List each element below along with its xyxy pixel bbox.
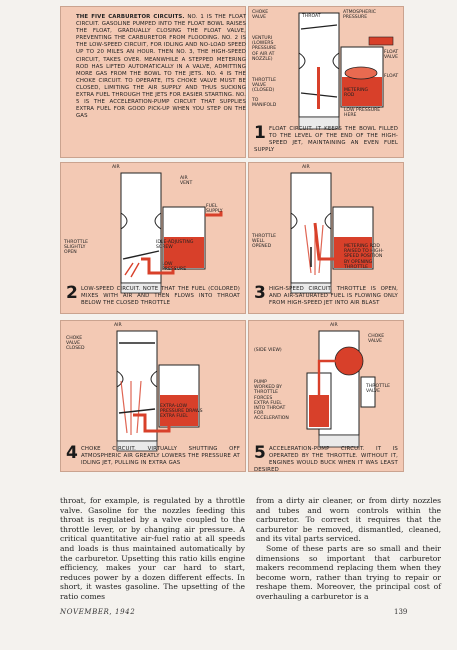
label-throttle-slightly-open: THROTTLE SLIGHTLY OPEN <box>64 240 89 256</box>
intro-body: NO. 1 IS THE FLOAT CIRCUIT. GASOLINE PUMPED INTO THE FLOAT BOWL RAISES THE FLOAT, GRADUALLY CLOSING THE FLOAT VALVE, PREVENTING THE CARBURETOR FROM FLOODING. NO. 2 IS THE LOW-SPEED CIRCUIT, FOR IDLING AND NO-LOAD SPEED UP TO 20 MILES AN HOUR. THEN NO. 3, THE HIGH-SPEED CIRCUIT, TAKES OVER. MEANWHILE A STEPPED METERING ROD HAS LIFTED AUTOMATICALLY IN A VALVE, ADMITTING MORE GAS FROM THE BOWL TO THE JETS. NO. 4 IS THE CHOKE CIRCUIT. TO OPERATE, ITS CHOKE VALVE MUST BE CLOSED, LIMITING THE AIR SUPPLY AND THUS SUCKING EXTRA FUEL THROUGH THE JETS FOR EASIER STARTING. NO. 5 IS THE ACCELERATION-PUMP CIRCUIT THAT SUPPLIES EXTRA FUEL FOR GOOD PICK-UP WHEN YOU STEP ON THE GAS <box>76 14 246 120</box>
intro-text <box>76 14 246 120</box>
issue-date: NOVEMBER, 1942 <box>60 608 136 616</box>
caption-text: LOW-SPEED CIRCUIT. NOTE THAT THE FUEL (COLORED) MIXES WITH AIR AND THEN FLOWS INTO THROAT BELOW THE CLOSED THROTTLE <box>80 286 240 306</box>
caption-number: 5 <box>254 443 266 463</box>
label-choke-valve-closed: CHOKE VALVE CLOSED <box>66 336 85 352</box>
label-air: AIR <box>330 323 338 328</box>
caption-text: ACCELERATION-PUMP CIRCUIT. IT IS OPERATED BY THE THROTTLE. WITHOUT IT, ENGINES WOULD BUCK WHEN IT WAS LEAST DESIRED <box>254 446 398 473</box>
body-column-left <box>60 496 245 602</box>
caption-number: 4 <box>66 443 78 463</box>
label-air: AIR <box>114 323 122 328</box>
caption-high-speed-circuit <box>254 283 398 307</box>
label-extra-low-pressure: EXTRA-LOW PRESSURE DRAWS EXTRA FUEL <box>160 404 203 420</box>
label-venturi: VENTURI (LOWERS PRESSURE OF AIR AT NOZZLE) <box>252 36 277 62</box>
label-metering-rod: METERING ROD <box>344 88 369 99</box>
intro-title: THE FIVE CARBURETOR CIRCUITS. <box>76 14 185 20</box>
body-paragraph: from a dirty air cleaner, or from dirty nozzles and tubes and worn controls within the carburetor. To correct it requires that the carburetor be removed, dismantled, cleaned, and its vital parts serviced. <box>256 496 441 544</box>
label-metering-rod-raised: METERING ROD RAISED TO HIGH- SPEED POSITION BY OPENING THROTTLE <box>344 244 384 270</box>
body-column-right <box>256 496 441 602</box>
caption-choke-circuit <box>66 443 240 467</box>
body-paragraph: throat, for example, is regulated by a throttle valve. Gasoline for the nozzles feeding this throat is regulated by a valve coupled to the throttle lever, or by changing air pressure. A critical quantitative air-fuel ratio at all speeds and loads is thus maintained automatically by the carburetor. Upsetting this ratio kills engine efficiency, makes your car hard to start, reduces power by a dozen different effects. In short, it wastes gasoline. The upsetting of the ratio comes <box>60 496 245 601</box>
label-choke-valve: CHOKE VALVE <box>252 10 269 21</box>
caption-number: 3 <box>254 283 266 303</box>
label-low-pressure: LOW PRESSURE <box>162 262 187 273</box>
label-air-vent: AIR VENT <box>180 176 193 187</box>
label-choke-valve: CHOKE VALVE <box>368 334 385 345</box>
caption-text: HIGH-SPEED CIRCUIT. THROTTLE IS OPEN, AND AIR-SATURATED FUEL IS FLOWING ONLY FROM HIGH-SPEED JET INTO AIR BLAST <box>268 286 398 306</box>
label-atmospheric-pressure: ATMOSPHERIC PRESSURE <box>343 10 376 21</box>
caption-number: 2 <box>66 283 78 303</box>
label-float-valve: FLOAT VALVE <box>384 50 399 61</box>
label-fuel-supply: FUEL SUPPLY <box>206 204 223 215</box>
label-low-pressure: LOW PRESSURE HERE <box>344 108 381 119</box>
caption-float-circuit <box>254 123 398 154</box>
label-air: AIR <box>302 165 310 170</box>
label-idle-adjusting-screw: IDLE-ADJUSTING SCREW <box>156 240 194 251</box>
label-throttle-valve: THROTTLE VALVE <box>366 384 391 395</box>
caption-low-speed-circuit <box>66 283 240 307</box>
body-paragraph: Some of these parts are so small and their dimensions so important that carburetor makers recommend replacing them when they become worn, rather than trying to repair or reshape them. Moreover, the principal cost of overhauling a carburetor is a <box>256 543 441 601</box>
label-side-view: (SIDE VIEW) <box>254 348 282 353</box>
caption-text: FLOAT CIRCUIT. IT KEEPS THE BOWL FILLED TO THE LEVEL OF THE END OF THE HIGH-SPEED JET, MAINTAINING AN EVEN FUEL SUPPLY <box>254 126 398 153</box>
caption-acceleration-pump-circuit <box>254 443 398 474</box>
label-air: AIR <box>112 165 120 170</box>
page-number: 139 <box>394 608 408 616</box>
caption-number: 1 <box>254 123 266 143</box>
label-pump: PUMP WORKED BY THROTTLE FORCES EXTRA FUEL INTO THROAT FOR ACCELERATION <box>254 380 289 422</box>
label-throat: THROAT <box>302 14 321 19</box>
label-float: FLOAT <box>384 74 399 79</box>
label-throttle-well-opened: THROTTLE WELL OPENED <box>252 234 277 250</box>
label-throttle-valve: THROTTLE VALVE (CLOSED) <box>252 78 277 94</box>
label-to-manifold: TO MANIFOLD <box>252 98 277 109</box>
caption-text: CHOKE CIRCUIT. VIRTUALLY SHUTTING OFF ATMOSPHERIC AIR GREATLY LOWERS THE PRESSURE AT IDLING JET, PULLING IN EXTRA GAS <box>80 446 240 466</box>
